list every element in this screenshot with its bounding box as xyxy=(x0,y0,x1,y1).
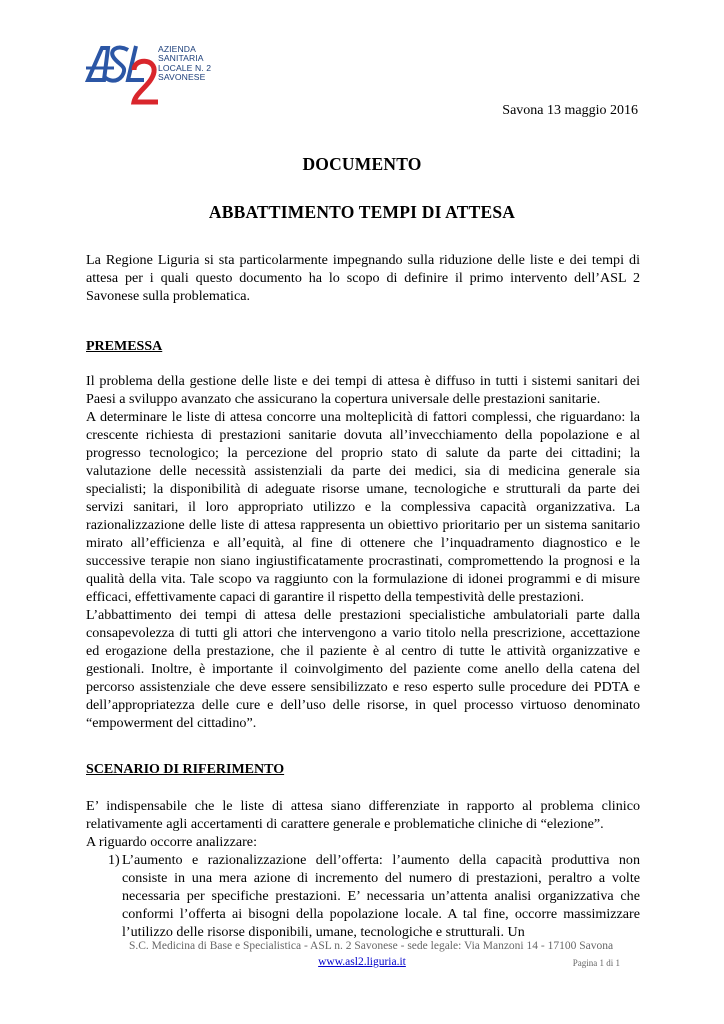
document-title: DOCUMENTO xyxy=(302,154,422,174)
section-heading-scenario: SCENARIO DI RIFERIMENTO xyxy=(86,762,285,777)
premessa-paragraph: A determinare le liste di attesa concorre una molteplicità di fattori complessi, che riguardano: la crescente richiesta di prestazioni sanitarie dovuta all’invecchiamento della popolazione e al progresso tecnologico; la percezione del proprio stato di salute da parte dei cittadini; la valutazione delle necessità assistenziali da parte dei medici, sia di medicina generale sia specialisti; la disponibilità di adeguate risorse umane, tecnologiche e strutturali da parte dei servizi sanitari, il loro appropriato utilizzo e la complessiva capacità organizzativa. La razionalizzazione delle liste di attesa rappresenta un obiettivo prioritario per un sistema sanitario mirato all’efficienza e all’equità, al fine di ottenere che l’inquadramento diagnostico e le successive terapie non siano ingiustificatamente procrastinati, compromettendo la prognosi e la qualità della vita. Tale scopo va raggiunto con la formulazione di idonei programmi e di misure efficaci, effettivamente capaci di garantire il rispetto della tempestività delle prestazioni. xyxy=(86,409,640,605)
asl2-logo xyxy=(84,40,244,106)
intro-section xyxy=(86,251,640,305)
intro-paragraph: La Regione Liguria si sta particolarmente impegnando sulla riduzione delle liste e dei tempi di attesa per i quali questo documento ha lo scopo di definire il primo intervento dell’ASL 2 Savonese sulla problematica. xyxy=(86,252,640,304)
logo-text xyxy=(158,45,211,83)
logo-line: SAVONESE xyxy=(158,72,206,83)
list-item-text: L’aumento e razionalizzazione dell’offerta: l’aumento della capacità produttiva non consiste in una mera azione di incremento del numero di prestazioni, peraltro a volte necessaria per specifiche prestazioni. E’ necessaria un’attenta analisi organizzativa che conformi l’offerta ai bisogni della popolazione locale. A tal fine, occorre massimizzare l’utilizzo delle risorse disponibili, umane, tecnologiche e strutturali. Un xyxy=(122,852,640,940)
list-item xyxy=(86,851,640,941)
logo-line: SANITARIA xyxy=(158,53,204,64)
section-heading-premessa: PREMESSA xyxy=(86,339,163,354)
premessa-paragraph: Il problema della gestione delle liste e dei tempi di attesa è diffuso in tutti i sistemi sanitari dei Paesi a sviluppo avanzato che assicurano la copertura universale delle prestazioni sanitarie. xyxy=(86,373,640,407)
document-date: Savona 13 maggio 2016 xyxy=(502,103,638,118)
page-number: Pagina 1 di 1 xyxy=(572,958,620,968)
logo-line: LOCALE N. 2 xyxy=(158,62,212,73)
scenario-section xyxy=(86,797,640,941)
premessa-paragraph: L’abbattimento dei tempi di attesa delle prestazioni specialistiche ambulatoriali parte dalla consapevolezza di tutti gli attori che intervengono a vario titolo nella prescrizione, accettazione ed erogazione della prestazione, che il paziente è al centro di tutte le attività organizzative e gestionali. Inoltre, è importante il coinvolgimento del paziente come anello della catena del percorso assistenziale che deve essere sensibilizzato e reso esperto sulle procedure dei PDTA e dell’appropriatezza delle cure e dell’uso delle risorse, in quel processo virtuoso denominato “empowerment del cittadino”. xyxy=(86,607,640,731)
website-link[interactable]: www.asl2.liguria.it xyxy=(318,956,406,968)
document-subtitle: ABBATTIMENTO TEMPI DI ATTESA xyxy=(208,202,516,222)
asl2-logo-mark xyxy=(84,40,160,106)
logo-line: AZIENDA xyxy=(158,44,196,54)
scenario-paragraph: A riguardo occorre analizzare: xyxy=(86,834,257,850)
premessa-section xyxy=(86,372,640,732)
list-item-number: 1) xyxy=(108,852,120,868)
scenario-paragraph: E’ indispensabile che le liste di attesa siano differenziate in rapporto al problema clinico relativamente agli accertamenti di carattere generale e problematiche cliniche di “elezione”. xyxy=(86,798,640,832)
footer-address: S.C. Medicina di Base e Specialistica - ASL n. 2 Savonese - sede legale: Via Manzoni 14 - 17100 Savona xyxy=(128,940,614,952)
